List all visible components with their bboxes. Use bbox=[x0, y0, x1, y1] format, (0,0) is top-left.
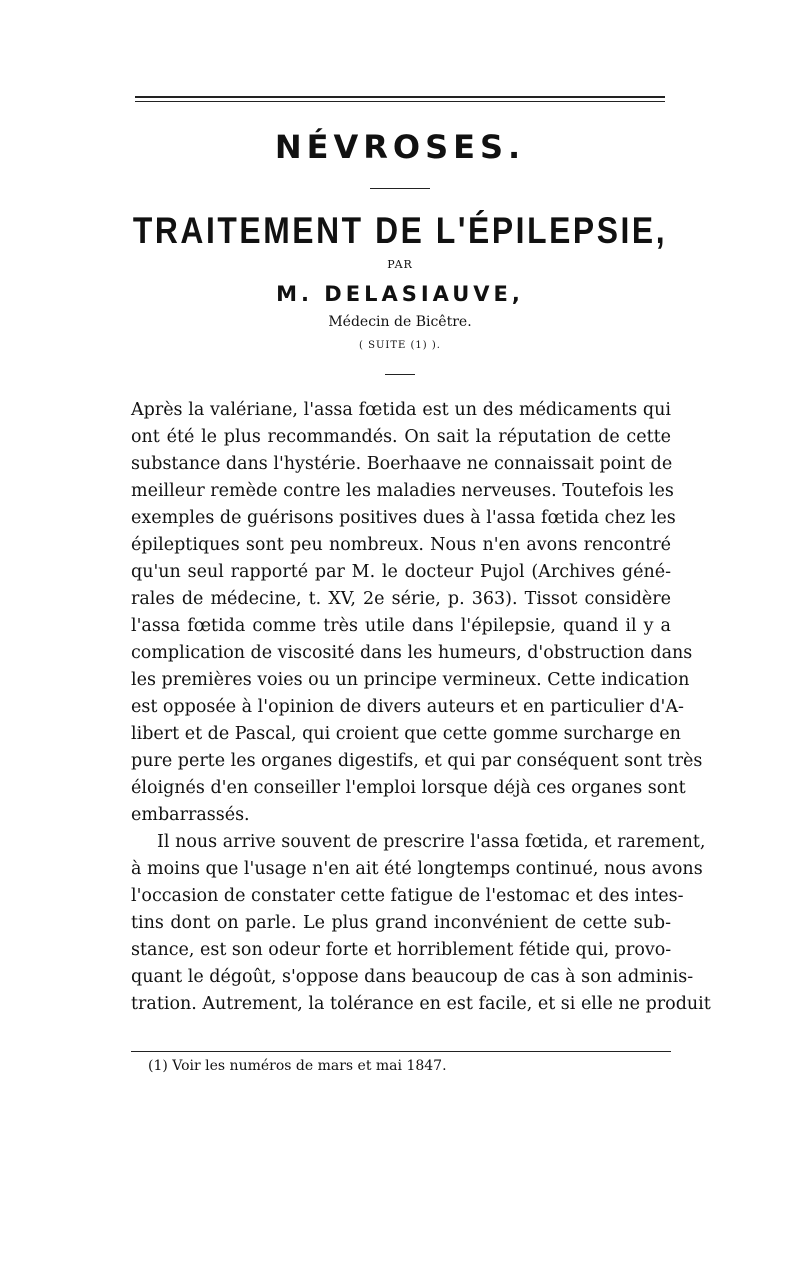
section-heading: NÉVROSES. bbox=[274, 128, 526, 166]
text-line: est opposée à l'opinion de divers auteurs et en particulier d'A- bbox=[131, 697, 684, 717]
text-line: substance dans l'hystérie. Boerhaave ne connaissait point de bbox=[131, 454, 673, 474]
text-line: Après la valériane, l'assa fœtida est un des médicaments qui bbox=[131, 400, 671, 420]
footnote: (1) Voir les numéros de mars et mai 1847. bbox=[148, 1058, 447, 1074]
text-line: l'occasion de constater cette fatigue de l'estomac et des intes- bbox=[131, 886, 684, 906]
text-line: complication de viscosité dans les humeurs, d'obstruction dans bbox=[131, 643, 693, 663]
article-title: TRAITEMENT DE L'ÉPILEPSIE, bbox=[132, 210, 668, 251]
text-line: épileptiques sont peu nombreux. Nous n'en avons rencontré bbox=[131, 535, 671, 555]
divider-rule-small bbox=[385, 374, 415, 375]
text-line: embarrassés. bbox=[131, 805, 250, 825]
text-line: Il nous arrive souvent de prescrire l'assa fœtida, et rarement, bbox=[157, 832, 706, 852]
text-line: qu'un seul rapporté par M. le docteur Pujol (Archives géné- bbox=[131, 562, 671, 582]
text-line: l'assa fœtida comme très utile dans l'épilepsie, quand il y a bbox=[131, 616, 671, 636]
text-line: tration. Autrement, la tolérance en est facile, et si elle ne produit bbox=[131, 994, 711, 1014]
continuation-note: ( SUITE (1) ). bbox=[359, 340, 441, 351]
text-line: stance, est son odeur forte et horriblement fétide qui, provo- bbox=[131, 940, 672, 960]
text-line: les premières voies ou un principe vermineux. Cette indication bbox=[131, 670, 690, 690]
text-line: ont été le plus recommandés. On sait la réputation de cette bbox=[131, 427, 671, 447]
text-line: meilleur remède contre les maladies nerveuses. Toutefois les bbox=[131, 481, 674, 501]
footnote-rule bbox=[131, 1051, 671, 1052]
text-line: quant le dégoût, s'oppose dans beaucoup de cas à son adminis- bbox=[131, 967, 694, 987]
text-line: à moins que l'usage n'en ait été longtemps continué, nous avons bbox=[131, 859, 703, 879]
divider-rule bbox=[370, 188, 430, 189]
text-line: exemples de guérisons positives dues à l'assa fœtida chez les bbox=[131, 508, 676, 528]
text-line: libert et de Pascal, qui croient que cette gomme surcharge en bbox=[131, 724, 681, 744]
text-line: tins dont on parle. Le plus grand inconvénient de cette sub- bbox=[131, 913, 671, 933]
top-rule-thin bbox=[135, 101, 665, 102]
byline-par: PAR bbox=[387, 258, 413, 271]
text-line: rales de médecine, t. XV, 2e série, p. 363). Tissot considère bbox=[131, 589, 671, 609]
author-affiliation: Médecin de Bicêtre. bbox=[328, 314, 472, 330]
author-name: M. DELASIAUVE, bbox=[276, 282, 524, 306]
text-line: pure perte les organes digestifs, et qui par conséquent sont très bbox=[131, 751, 703, 771]
top-rule-thick bbox=[135, 96, 665, 98]
text-line: éloignés d'en conseiller l'emploi lorsque déjà ces organes sont bbox=[131, 778, 686, 798]
